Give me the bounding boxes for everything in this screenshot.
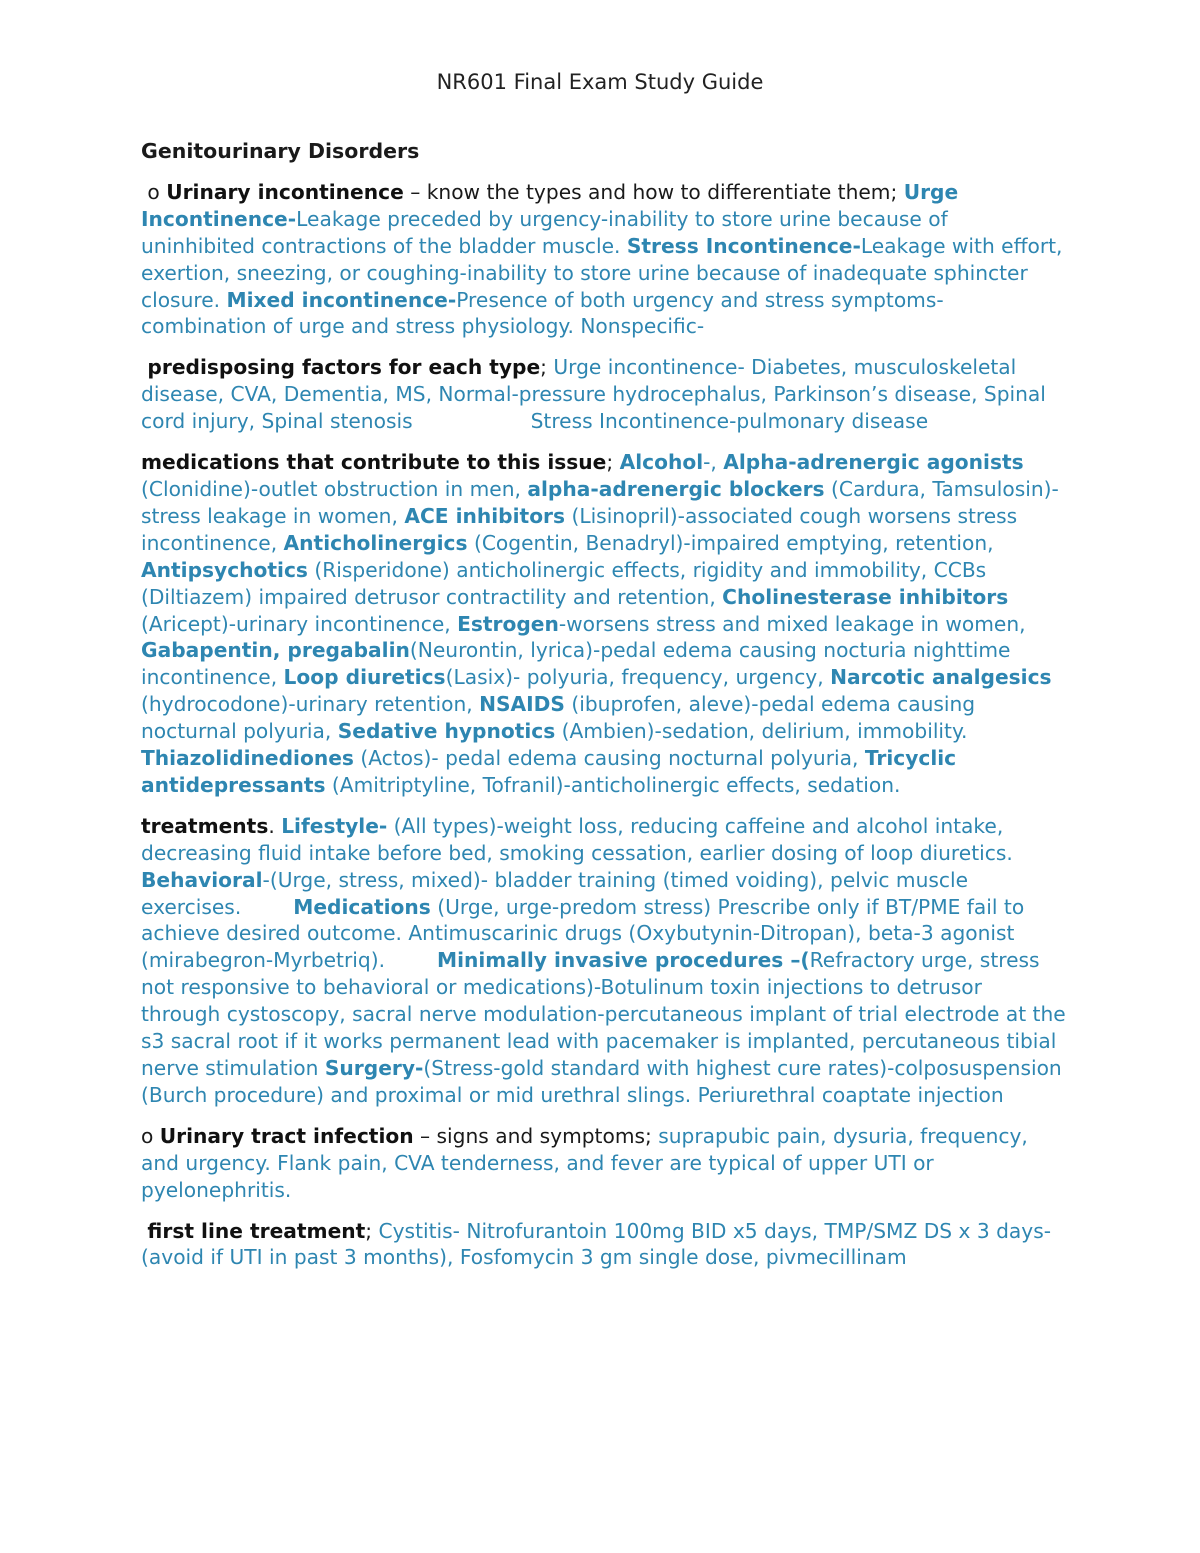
text-fragment: Presence of both urgency and stress symptoms-combination of urge and stress physiology. Nonspecific- [141, 287, 944, 339]
drug-class-alpha-agonists: Alpha-adrenergic agonists [723, 450, 1024, 475]
paragraph-urinary-incontinence [141, 179, 1066, 340]
drug-class-estrogen: Estrogen [457, 611, 559, 636]
text-fragment: (Amitriptyline, Tofranil)-anticholinergic effects, sedation. [325, 772, 901, 797]
treatment-medications: Medications [293, 894, 431, 919]
paragraph-treatments [141, 813, 1066, 1109]
drug-class-loop-diuretics: Loop diuretics [283, 665, 446, 690]
drug-class-thiazolidinediones: Thiazolidinediones [141, 746, 354, 771]
text-fragment: (Neurontin, lyrica)-pedal edema causing nocturia nighttime incontinence, [141, 638, 1011, 690]
text-fragment: (Lasix)- polyuria, frequency, urgency, [445, 665, 831, 690]
text-fragment: – signs and symptoms; [413, 1123, 659, 1148]
text-fragment: (Risperidone) anticholinergic effects, rigidity and immobility, CCBs (Diltiazem) impaired detrusor contractility and retention, [141, 557, 987, 609]
text-fragment: ; [540, 355, 547, 380]
drug-class-sedative-hypnotics: Sedative hypnotics [337, 719, 556, 744]
term-predisposing-factors: predisposing factors for each type [147, 355, 541, 380]
text-fragment: -worsens stress and mixed leakage in women, [558, 611, 1026, 636]
text-fragment: -(Urge, stress, mixed)- bladder training (timed voiding), pelvic muscle exercises. [141, 867, 969, 919]
text-fragment: -, [703, 450, 724, 475]
drug-class-alpha-blockers: alpha-adrenergic blockers [527, 476, 825, 501]
drug-class-antipsychotics: Antipsychotics [141, 557, 308, 582]
bullet-marker: o [147, 179, 160, 204]
text-fragment: Refractory urge, stress not responsive to behavioral or medications)-Botulinum toxin injections to detrusor through cystoscopy, sacral nerve modulation-percutaneous implant of trial electrode at the s3 sacral root if it works permanent lead with pacemaker is implanted, percutaneous tibial nerve stimulation [141, 948, 1066, 1080]
text-fragment: . [268, 813, 282, 838]
text-fragment: (Clonidine)-outlet obstruction in men, [141, 476, 528, 501]
text-fragment: Leakage preceded by urgency-inability to store urine because of uninhibited contractions of the bladder muscle. [141, 206, 948, 258]
text-fragment: (Ambien)-sedation, delirium, immobility. [555, 719, 968, 744]
paragraph-uti [141, 1123, 1066, 1204]
treatment-behavioral: Behavioral [141, 867, 263, 892]
text-fragment: (Actos)- pedal edema causing nocturnal polyuria, [353, 746, 865, 771]
text-fragment: Stress Incontinence-pulmonary disease [530, 409, 929, 434]
text-fragment: (hydrocodone)-urinary retention, [141, 692, 480, 717]
term-treatments: treatments [141, 813, 269, 838]
treatment-lifestyle: Lifestyle- [281, 813, 388, 838]
term-first-line-treatment: first line treatment [147, 1218, 366, 1243]
drug-class-ace-inhibitors: ACE inhibitors [404, 503, 566, 528]
bullet-marker: o [141, 1123, 154, 1148]
text-fragment: (Cogentin, Benadryl)-impaired emptying, retention, [467, 530, 994, 555]
text-fragment: Cystitis- Nitrofurantoin 100mg BID x5 days, TMP/SMZ DS x 3 days-(avoid if UTI in past 3 months), Fosfomycin 3 gm single dose, pivmecillinam [141, 1218, 1052, 1270]
term-urinary-tract-infection: Urinary tract infection [159, 1123, 414, 1148]
term-urinary-incontinence: Urinary incontinence [166, 179, 404, 204]
text-fragment: (All types)-weight loss, reducing caffeine and alcohol intake, decreasing fluid intake before bed, smoking cessation, earlier dosing of loop diuretics. [141, 813, 1013, 865]
term-mixed-incontinence: Mixed incontinence- [226, 287, 457, 312]
drug-class-narcotic-analgesics: Narcotic analgesics [830, 665, 1052, 690]
treatment-surgery: Surgery- [324, 1056, 424, 1080]
text-fragment: (Cardura, Tamsulosin)-stress leakage in women, [141, 476, 1059, 528]
drug-class-gabapentin: Gabapentin, pregabalin [141, 638, 410, 663]
term-medications: medications that contribute to this issue [141, 450, 607, 475]
text-fragment: Leakage with effort, exertion, sneezing, or coughing-inability to store urine because of inadequate sphincter closure. [141, 233, 1063, 312]
document-body [141, 138, 1066, 1285]
text-fragment: ; [606, 450, 614, 475]
drug-class-alcohol: Alcohol [619, 450, 704, 475]
paragraph-first-line-treatment [141, 1218, 1066, 1272]
drug-class-nsaids: NSAIDS [479, 692, 565, 717]
text-fragment: (Aricept)-urinary incontinence, [141, 611, 458, 636]
text-fragment: (ibuprofen, aleve)-pedal edema causing nocturnal polyuria, [141, 692, 976, 744]
text-fragment: ; [365, 1218, 379, 1243]
text-fragment: (Stress-gold standard with highest cure rates)-colposuspension (Burch procedure) and proximal or mid urethral slings. Periurethral coaptate injection [141, 1056, 1062, 1107]
text-fragment: (Urge, urge-predom stress) Prescribe only if BT/PME fail to achieve desired outcome. Antimuscarinic drugs (Oxybutynin-Ditropan), beta-3 agonist (mirabegron-Myrbetriq). [141, 894, 1025, 973]
document-title: NR601 Final Exam Study Guide [436, 70, 764, 94]
paragraph-predisposing-factors [141, 354, 1066, 435]
drug-class-cholinesterase-inhibitors: Cholinesterase inhibitors [722, 584, 1009, 609]
drug-class-tricyclic-antidepressants: Tricyclic antidepressants [141, 746, 957, 797]
text-fragment: – know the types and how to differentiate them; [403, 179, 904, 204]
text-fragment: Urge incontinence- Diabetes, musculoskeletal disease, CVA, Dementia, MS, Normal-pressure hydrocephalus, Parkinson’s disease, Spinal cord injury, Spinal stenosis [141, 355, 1046, 434]
section-heading: Genitourinary Disorders [141, 139, 420, 163]
text-fragment: (Lisinopril)-associated cough worsens stress incontinence, [141, 503, 1018, 555]
term-stress-incontinence: Stress Incontinence- [626, 233, 861, 258]
paragraph-medications [141, 449, 1066, 799]
treatment-minimally-invasive: Minimally invasive procedures –( [437, 948, 810, 973]
text-fragment: suprapubic pain, dysuria, frequency, and urgency. Flank pain, CVA tenderness, and fever are typical of upper UTI or pyelonephritis. [141, 1123, 1028, 1202]
drug-class-anticholinergics: Anticholinergics [283, 530, 468, 555]
term-urge-incontinence: Urge Incontinence- [141, 179, 959, 231]
